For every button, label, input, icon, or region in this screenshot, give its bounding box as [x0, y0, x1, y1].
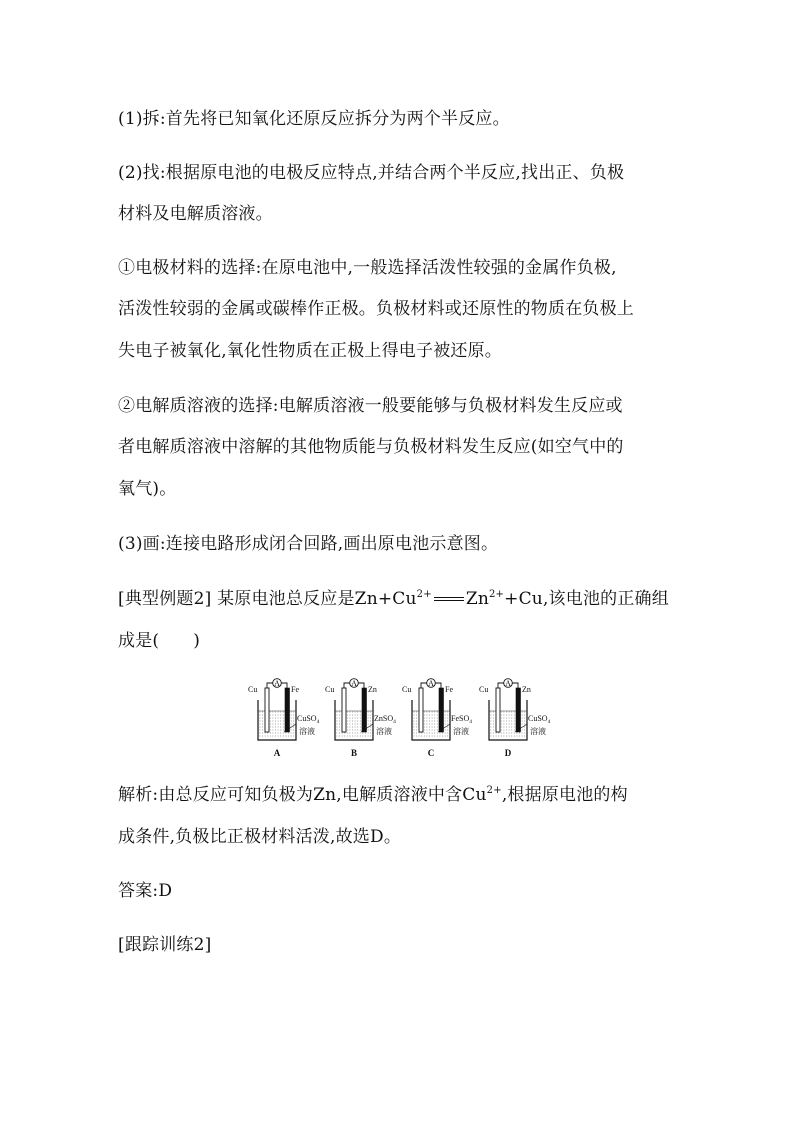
charge-superscript: 2+ — [416, 589, 432, 600]
solution-name-label: 溶液 — [299, 727, 315, 736]
right-electrode-label: Zn — [368, 685, 377, 694]
wire-right — [512, 683, 518, 688]
analysis-line-1 — [118, 784, 628, 806]
cell-b — [325, 679, 396, 758]
right-electrode-label: Fe — [445, 685, 453, 694]
option-letter: A — [273, 748, 281, 758]
electrolyte-selection-line-3: 氧气)。 — [118, 479, 177, 499]
example-question-line-1 — [118, 588, 669, 610]
wire-left — [344, 683, 350, 688]
electrode-selection-line-3: 失电子被氧化,氧化性物质在正极上得电子被还原。 — [118, 341, 503, 361]
electrolyte-selection-line-2: 者电解质溶液中溶解的其他物质能与负极材料发生反应(如空气中的 — [118, 437, 624, 457]
ammeter-symbol: A — [505, 678, 511, 688]
formula-subscript: 4 — [316, 719, 320, 725]
example-prefix: [典型例题2] 某原电池总反应是Zn+Cu — [118, 589, 417, 609]
solution-formula-label: CuSO$_4$ — [528, 714, 551, 725]
right-electrode-label: Zn — [522, 685, 531, 694]
solution-formula-label: FeSO$_4$ — [451, 714, 472, 725]
electrode-selection-line-2: 活泼性较弱的金属或碳棒作正极。负极材料或还原性的物质在负极上 — [118, 299, 634, 319]
galvanic-cell-options-figure — [244, 676, 550, 762]
answer: 答案:D — [118, 881, 173, 901]
method-step-3: (3)画:连接电路形成闭合回路,画出原电池示意图。 — [118, 534, 499, 554]
left-electrode-label: Cu — [325, 685, 335, 694]
right-electrode — [285, 688, 290, 732]
ammeter-symbol: A — [351, 678, 357, 688]
method-step-2-line-1: (2)找:根据原电池的电极反应特点,并结合两个半反应,找出正、负极 — [118, 163, 625, 183]
cell-a — [248, 679, 320, 758]
beaker — [258, 700, 296, 740]
example-line2-open: 成是( — [118, 631, 160, 651]
formula-subscript: 4 — [393, 719, 396, 725]
wire-right — [281, 683, 287, 688]
method-step-2-line-2: 材料及电解质溶液。 — [118, 204, 273, 224]
beaker — [412, 700, 450, 740]
formula-subscript: 4 — [469, 719, 472, 725]
left-electrode — [419, 688, 423, 732]
beaker — [335, 700, 373, 740]
example-mid: Zn — [465, 589, 489, 609]
wire-left — [421, 683, 427, 688]
beaker — [489, 700, 527, 740]
solution-name-label: 溶液 — [453, 727, 469, 736]
option-letter: D — [504, 748, 512, 758]
cell-c — [402, 679, 472, 758]
charge-superscript: 2+ — [488, 589, 505, 600]
electrolyte-selection-line-1: ②电解质溶液的选择:电解质溶液一般要能够与负极材料发生反应或 — [118, 396, 623, 416]
left-electrode-label: Cu — [248, 685, 258, 694]
solution-name-label: 溶液 — [530, 727, 546, 736]
left-electrode-label: Cu — [479, 685, 489, 694]
left-electrode — [342, 688, 346, 732]
wire-right — [435, 683, 441, 688]
example-question-line-2 — [118, 630, 200, 652]
formula-subscript: 4 — [547, 719, 551, 725]
solution-formula-label: ZnSO$_4$ — [374, 714, 396, 725]
option-letter: C — [427, 748, 435, 758]
example-suffix: +Cu,该电池的正确组 — [504, 589, 669, 609]
solution-formula-label: CuSO$_4$ — [297, 714, 320, 725]
electrode-selection-line-1: ①电极材料的选择:在原电池中,一般选择活泼性较强的金属作负极, — [118, 258, 617, 278]
right-electrode — [362, 688, 367, 732]
ammeter-symbol: A — [428, 678, 434, 688]
analysis-line-2: 成条件,负极比正极材料活泼,故选D。 — [118, 827, 402, 847]
wire-left — [498, 683, 504, 688]
left-electrode — [265, 688, 269, 732]
example-line2-close: ) — [193, 631, 201, 651]
right-electrode — [439, 688, 444, 732]
reaction-equals-sign — [434, 597, 464, 601]
method-step-1: (1)拆:首先将已知氧化还原反应拆分为两个半反应。 — [118, 109, 510, 129]
wire-right — [358, 683, 364, 688]
solution-name-label: 溶液 — [376, 727, 392, 736]
follow-up-heading: [跟踪训练2] — [118, 935, 212, 955]
ammeter-symbol: A — [274, 678, 280, 688]
cell-d — [479, 679, 551, 758]
right-electrode-label: Fe — [291, 685, 299, 694]
left-electrode — [496, 688, 500, 732]
right-electrode — [516, 688, 521, 732]
analysis-text-b: ,根据原电池的构 — [501, 785, 628, 805]
option-letter: B — [350, 748, 358, 758]
wire-left — [267, 683, 273, 688]
analysis-text-a: 解析:由总反应可知负极为Zn,电解质溶液中含Cu — [118, 785, 487, 805]
left-electrode-label: Cu — [402, 685, 412, 694]
charge-superscript: 2+ — [486, 785, 502, 796]
